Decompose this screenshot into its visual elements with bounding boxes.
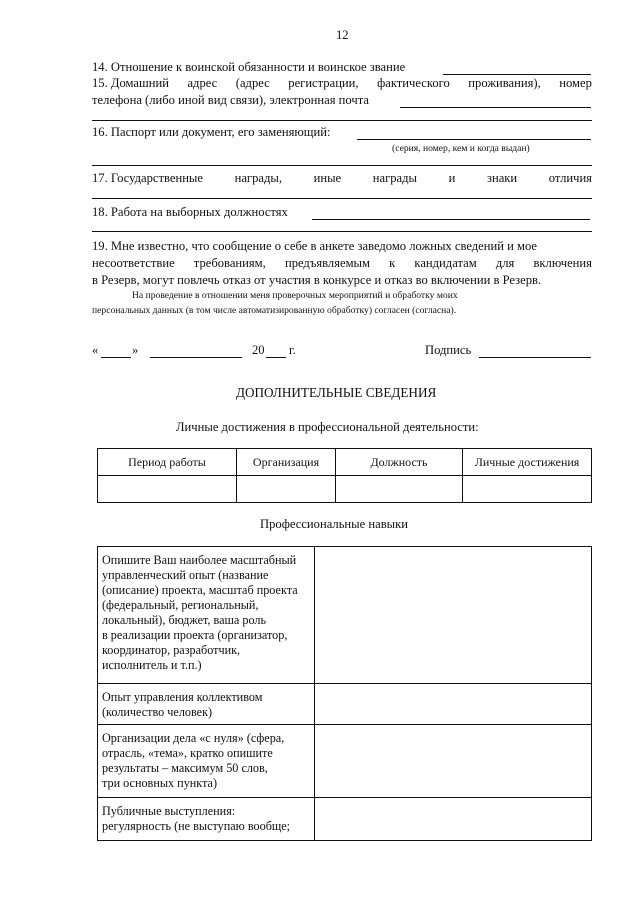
cell-achievements[interactable] xyxy=(463,476,592,503)
header-organization: Организация xyxy=(237,449,336,476)
signature-line[interactable] xyxy=(479,357,591,358)
item-17-word: иные xyxy=(313,171,342,185)
item-17-word: награды, xyxy=(234,171,282,185)
item-19-word: требованиям, xyxy=(193,256,266,270)
item-17-word: 17. Государственные xyxy=(92,171,203,185)
item-15-word: проживания), xyxy=(468,76,541,90)
item-17-word: награды xyxy=(372,171,418,185)
item-17-word: и xyxy=(448,171,456,185)
date-year-suffix: г. xyxy=(289,343,296,357)
cell-position[interactable] xyxy=(336,476,463,503)
table-row xyxy=(98,547,592,684)
item-19-word: кандидатам xyxy=(414,256,477,270)
cell-period[interactable] xyxy=(98,476,237,503)
item-17-awards xyxy=(92,171,592,186)
table-row xyxy=(98,476,592,503)
item-19-word: включения xyxy=(533,256,592,270)
skill-answer-cell[interactable] xyxy=(315,798,592,841)
date-day-line[interactable] xyxy=(101,357,131,358)
cell-organization[interactable] xyxy=(237,476,336,503)
item-17-word: отличия xyxy=(548,171,592,185)
skills-heading: Профессиональные навыки xyxy=(260,517,408,531)
date-year-line[interactable] xyxy=(266,357,286,358)
item-19-line-2 xyxy=(92,256,592,271)
skill-answer-cell[interactable] xyxy=(315,725,592,798)
additional-info-heading: ДОПОЛНИТЕЛЬНЫЕ СВЕДЕНИЯ xyxy=(236,385,437,400)
date-quote-close: » xyxy=(132,343,139,357)
item-16-answer-line-a[interactable] xyxy=(357,139,591,140)
page-number: 12 xyxy=(336,28,349,42)
item-15-word: адрес xyxy=(187,76,218,90)
consent-line-1: На проведение в отношении меня проверочных мероприятий и обработку моих xyxy=(132,290,458,301)
header-achievements: Личные достижения xyxy=(463,449,592,476)
date-month-line[interactable] xyxy=(150,357,242,358)
skill-question-start-from-scratch: Организации дела «с нуля» (сфера, отрасль, «тема», кратко опишите результаты – максимум 50 слов, три основных пункта) xyxy=(98,725,315,798)
signature-label: Подпись xyxy=(425,343,472,357)
table-row xyxy=(98,725,592,798)
item-16-hint: (серия, номер, кем и когда выдан) xyxy=(392,143,530,154)
item-19-word: к xyxy=(389,256,396,270)
skill-question-management-experience: Опишите Ваш наиболее масштабный управленческий опыт (название (описание) проекта, масштаб проекта (федеральный, региональный, локальный), бюджет, ваша роль в реализации проекта (организатор, координатор, разработчик, исполнитель и т.п.) xyxy=(98,547,315,684)
table-row xyxy=(98,684,592,725)
item-19-word: для xyxy=(495,256,515,270)
achievements-heading: Личные достижения в профессиональной деятельности: xyxy=(176,420,479,434)
item-15-word: регистрации, xyxy=(288,76,359,90)
achievements-table xyxy=(97,448,592,503)
item-15-word: 15. Домашний xyxy=(92,76,169,90)
item-19-word: предъявляемым xyxy=(284,256,370,270)
item-17-answer-line[interactable] xyxy=(92,198,592,199)
consent-line-2: персональных данных (в том числе автоматизированную обработку) согласен (согласна). xyxy=(92,305,457,316)
skill-answer-cell[interactable] xyxy=(315,684,592,725)
item-15-line-1 xyxy=(92,76,592,91)
skills-table xyxy=(97,546,592,841)
item-16-passport-label: 16. Паспорт или документ, его заменяющий: xyxy=(92,125,331,139)
item-16-answer-line-b[interactable] xyxy=(92,165,592,166)
item-15-word: номер xyxy=(559,76,592,90)
item-18-answer-line-b[interactable] xyxy=(92,231,592,232)
item-15-word: (адрес xyxy=(235,76,270,90)
header-period: Период работы xyxy=(98,449,237,476)
skill-question-public-speaking: Публичные выступления: регулярность (не выступаю вообще; xyxy=(98,798,315,841)
item-14-military-duty: 14. Отношение к воинской обязанности и воинское звание xyxy=(92,60,406,74)
item-18-answer-line-a[interactable] xyxy=(312,219,590,220)
item-19-word: несоответствие xyxy=(92,256,175,270)
item-19-line-1: 19. Мне известно, что сообщение о себе в анкете заведомо ложных сведений и мое xyxy=(92,239,538,253)
table-row xyxy=(98,798,592,841)
achievements-header-row xyxy=(98,449,592,476)
item-17-word: знаки xyxy=(486,171,518,185)
date-quote-open: « xyxy=(92,343,99,357)
item-15-word: фактического xyxy=(377,76,450,90)
skill-answer-cell[interactable] xyxy=(315,547,592,684)
header-position: Должность xyxy=(336,449,463,476)
item-14-answer-line[interactable] xyxy=(443,74,591,75)
skill-question-team-management: Опыт управления коллективом (количество человек) xyxy=(98,684,315,725)
item-15-answer-line-a[interactable] xyxy=(400,107,591,108)
date-year-prefix: 20 xyxy=(252,343,265,357)
item-15-answer-line-b[interactable] xyxy=(92,120,592,121)
item-15-line-2: телефона (либо иной вид связи), электронная почта xyxy=(92,93,369,107)
item-18-elected-positions: 18. Работа на выборных должностях xyxy=(92,205,288,219)
item-19-line-3: в Резерв, могут повлечь отказ от участия в конкурсе и отказ во включении в Резерв. xyxy=(92,273,542,287)
